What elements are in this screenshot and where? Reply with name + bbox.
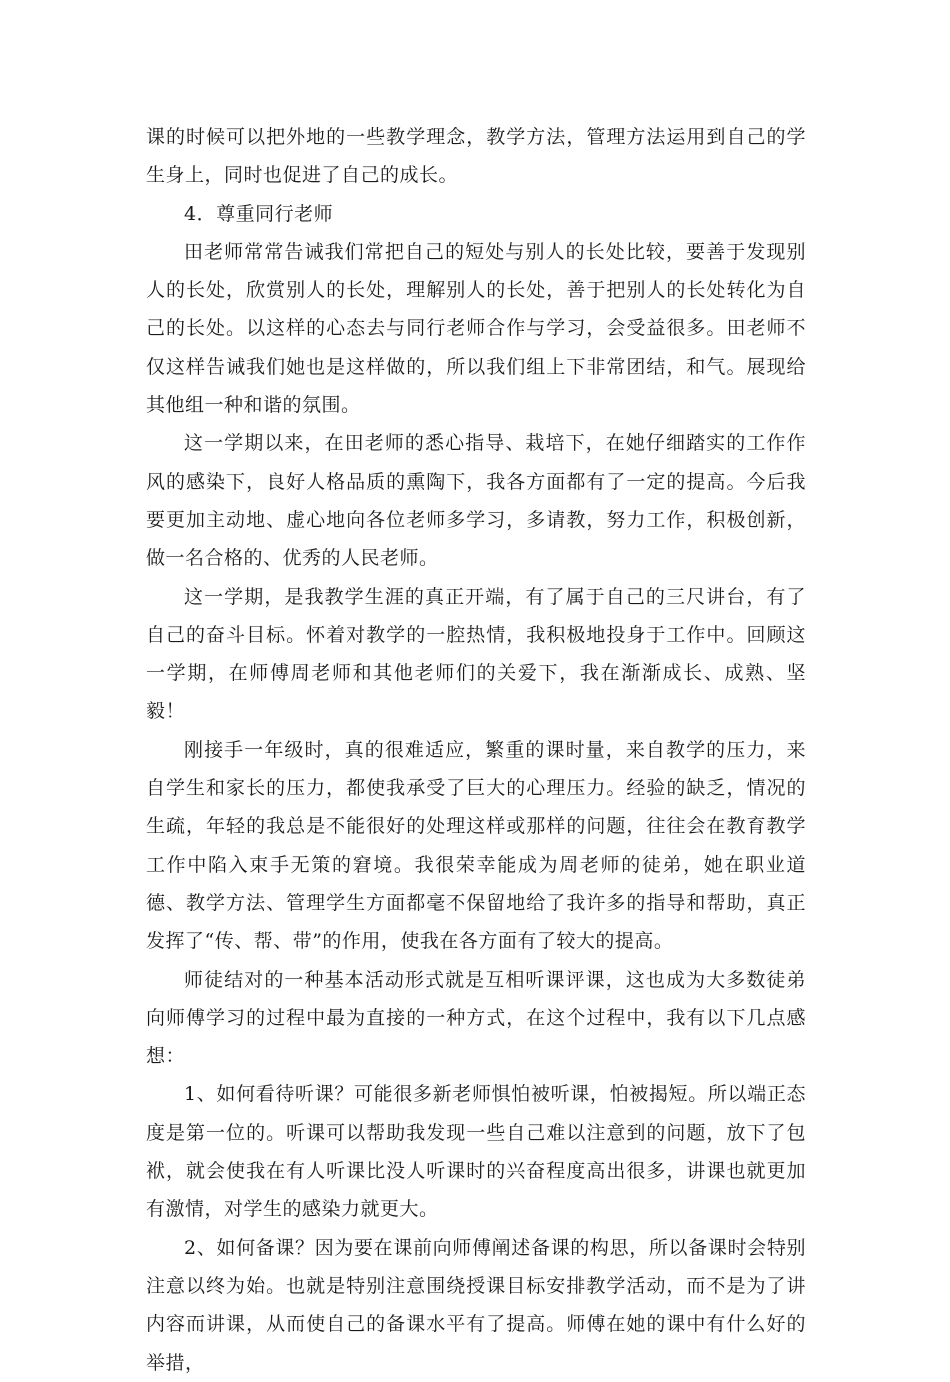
paragraph-6: 刚接手一年级时，真的很难适应，繁重的课时量，来自教学的压力，来自学生和家长的压力，都使我承受了巨大的心理压力。经验的缺乏，情况的生疏，年轻的我总是不能很好的处理这样或那样的问题，往往会在教育教学工作中陷入束手无策的窘境。我很荣幸能成为周老师的徒弟，她在职业道德、教学方法、管理学生方面都毫不保留地给了我许多的指导和帮助，真正发挥了“传、帮、带”的作用，使我在各方面有了较大的提高。 bbox=[146, 738, 806, 953]
document-body bbox=[146, 118, 806, 1382]
paragraph-8: 1、如何看待听课？可能很多新老师惧怕被听课，怕被揭短。所以端正态度是第一位的。听课可以帮助我发现一些自己难以注意到的问题，放下了包袱，就会使我在有人听课比没人听课时的兴奋程度高出很多，讲课也就更加有激情，对学生的感染力就更大。 bbox=[146, 1083, 806, 1221]
paragraph-9: 2、如何备课？因为要在课前向师傅阐述备课的构思，所以备课时会特别注意以终为始。也就是特别注意围绕授课目标安排教学活动，而不是为了讲内容而讲课，从而使自己的备课水平有了提高。师傅在她的课中有什么好的举措， bbox=[146, 1236, 806, 1374]
paragraph-3: 田老师常常告诫我们常把自己的短处与别人的长处比较，要善于发现别人的长处，欣赏别人的长处，理解别人的长处，善于把别人的长处转化为自己的长处。以这样的心态去与同行老师合作与学习，会受益很多。田老师不仅这样告诫我们她也是这样做的，所以我们组上下非常团结，和气。展现给其他组一种和谐的氛围。 bbox=[146, 240, 806, 417]
paragraph-5: 这一学期，是我教学生涯的真正开端，有了属于自己的三尺讲台，有了自己的奋斗目标。怀着对教学的一腔热情，我积极地投身于工作中。回顾这一学期，在师傅周老师和其他老师们的关爱下，我在渐渐成长、成熟、坚毅！ bbox=[146, 585, 806, 723]
section-heading-respect-peers: 4．尊重同行老师 bbox=[184, 202, 334, 225]
paragraph-1: 课的时候可以把外地的一些教学理念，教学方法，管理方法运用到自己的学生身上，同时也促进了自己的成长。 bbox=[146, 126, 806, 187]
paragraph-7: 师徒结对的一种基本活动形式就是互相听课评课，这也成为大多数徒弟向师傅学习的过程中最为直接的一种方式，在这个过程中，我有以下几点感想： bbox=[146, 968, 806, 1068]
paragraph-4: 这一学期以来，在田老师的悉心指导、栽培下，在她仔细踏实的工作作风的感染下，良好人格品质的熏陶下，我各方面都有了一定的提高。今后我要更加主动地、虚心地向各位老师多学习，多请教，努力工作，积极创新，做一名合格的、优秀的人民老师。 bbox=[146, 432, 806, 570]
